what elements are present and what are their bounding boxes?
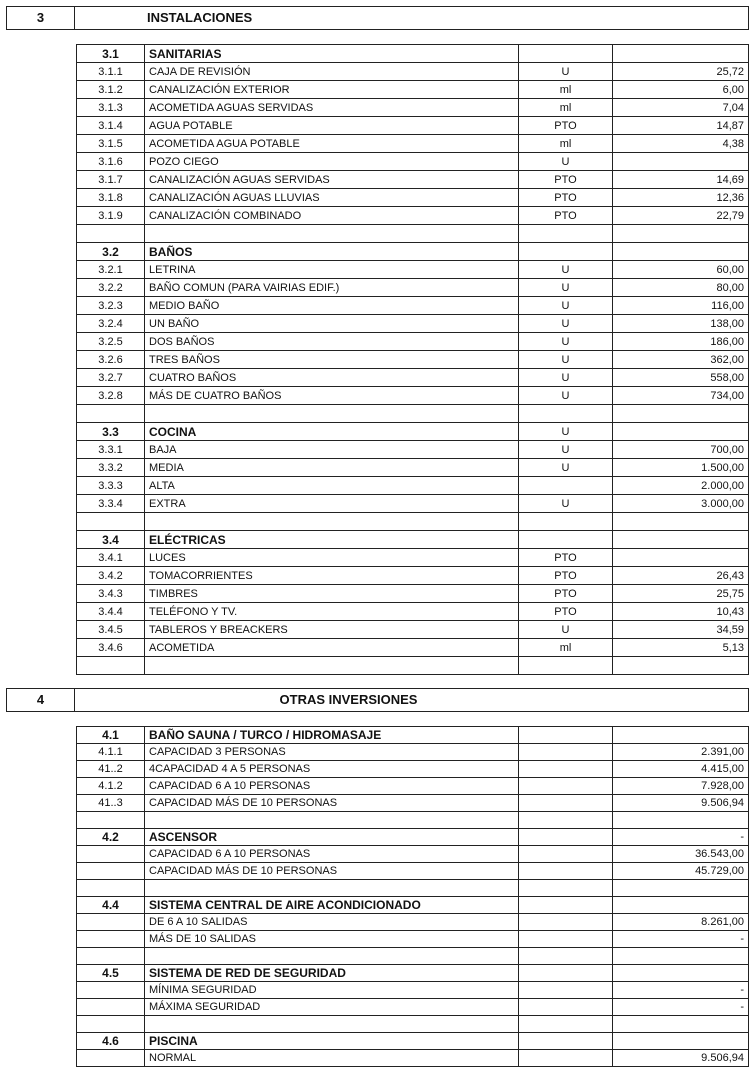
group-title: BAÑOS [145, 243, 519, 261]
item-unit [519, 914, 613, 931]
table-row [77, 117, 749, 135]
item-description: CAPACIDAD MÁS DE 10 PERSONAS [145, 863, 519, 880]
table-row [77, 81, 749, 99]
table-row [77, 1050, 749, 1067]
item-code: 3.1.7 [77, 171, 145, 189]
item-price: 14,87 [613, 117, 749, 135]
empty-cell [519, 657, 613, 675]
item-price: 9.506,94 [613, 795, 749, 812]
item-code: 4.1.2 [77, 778, 145, 795]
empty-cell [77, 405, 145, 423]
group-code: 4.1 [77, 727, 145, 744]
item-description: NORMAL [145, 1050, 519, 1067]
table-row [77, 441, 749, 459]
item-unit: PTO [519, 549, 613, 567]
item-unit [519, 1050, 613, 1067]
empty-cell [145, 513, 519, 531]
table-row [77, 63, 749, 81]
empty-cell [77, 1016, 145, 1033]
empty-cell [77, 513, 145, 531]
group-unit: U [519, 423, 613, 441]
spacer-row [77, 880, 749, 897]
item-code: 4.1.1 [77, 744, 145, 761]
item-description: AGUA POTABLE [145, 117, 519, 135]
table-row [77, 333, 749, 351]
table-row [77, 189, 749, 207]
item-price [613, 153, 749, 171]
item-price: 9.506,94 [613, 1050, 749, 1067]
item-code: 3.1.1 [77, 63, 145, 81]
section-number: 4 [7, 689, 75, 712]
table-row [77, 99, 749, 117]
item-price: 5,13 [613, 639, 749, 657]
group-title: SISTEMA CENTRAL DE AIRE ACONDICIONADO [145, 897, 519, 914]
group-header-row [77, 965, 749, 982]
empty-cell [145, 880, 519, 897]
item-unit [519, 761, 613, 778]
spacer-row [77, 812, 749, 829]
empty-cell [77, 657, 145, 675]
table-row [77, 207, 749, 225]
empty-cell [77, 948, 145, 965]
group-price [613, 897, 749, 914]
item-price: 80,00 [613, 279, 749, 297]
table-row [77, 495, 749, 513]
item-price: - [613, 982, 749, 999]
item-description: CAPACIDAD MÁS DE 10 PERSONAS [145, 795, 519, 812]
table-row [77, 351, 749, 369]
table-row [77, 387, 749, 405]
item-price: 26,43 [613, 567, 749, 585]
table-row [77, 621, 749, 639]
item-unit [519, 999, 613, 1016]
item-unit: ml [519, 639, 613, 657]
item-code: 3.4.5 [77, 621, 145, 639]
item-code: 3.3.3 [77, 477, 145, 495]
section-4-table [76, 726, 749, 1067]
empty-cell [613, 880, 749, 897]
item-description: MÁS DE 10 SALIDAS [145, 931, 519, 948]
empty-cell [519, 513, 613, 531]
item-price: 3.000,00 [613, 495, 749, 513]
item-price: 7.928,00 [613, 778, 749, 795]
item-unit: U [519, 315, 613, 333]
item-unit [519, 863, 613, 880]
group-price [613, 243, 749, 261]
item-unit: U [519, 153, 613, 171]
item-code: 3.1.4 [77, 117, 145, 135]
item-code: 3.2.8 [77, 387, 145, 405]
item-code: 3.2.4 [77, 315, 145, 333]
item-code: 3.4.2 [77, 567, 145, 585]
item-unit: PTO [519, 171, 613, 189]
item-price: 138,00 [613, 315, 749, 333]
item-unit: U [519, 495, 613, 513]
item-code: 3.4.6 [77, 639, 145, 657]
item-description: CANALIZACIÓN EXTERIOR [145, 81, 519, 99]
item-unit: U [519, 297, 613, 315]
table-row [77, 261, 749, 279]
item-code: 3.3.1 [77, 441, 145, 459]
item-code: 3.3.2 [77, 459, 145, 477]
table-row [77, 603, 749, 621]
group-code: 3.2 [77, 243, 145, 261]
item-unit: U [519, 621, 613, 639]
group-header-row [77, 45, 749, 63]
item-price: 10,43 [613, 603, 749, 621]
group-unit [519, 965, 613, 982]
item-description: BAJA [145, 441, 519, 459]
item-description: DE 6 A 10 SALIDAS [145, 914, 519, 931]
item-description: ALTA [145, 477, 519, 495]
item-unit: PTO [519, 567, 613, 585]
item-price: 25,72 [613, 63, 749, 81]
empty-cell [613, 812, 749, 829]
table-row [77, 279, 749, 297]
empty-cell [145, 812, 519, 829]
item-description: CAJA DE REVISIÓN [145, 63, 519, 81]
empty-cell [519, 1016, 613, 1033]
item-description: MÁS DE CUATRO BAÑOS [145, 387, 519, 405]
group-unit [519, 897, 613, 914]
item-code: 3.4.3 [77, 585, 145, 603]
group-title: BAÑO SAUNA / TURCO / HIDROMASAJE [145, 727, 519, 744]
item-price: 12,36 [613, 189, 749, 207]
item-code: 41..2 [77, 761, 145, 778]
item-code: 3.3.4 [77, 495, 145, 513]
table-row [77, 795, 749, 812]
item-price [613, 549, 749, 567]
item-description: TELÉFONO Y TV. [145, 603, 519, 621]
table-row [77, 914, 749, 931]
item-code [77, 1050, 145, 1067]
item-description: EXTRA [145, 495, 519, 513]
item-description: UN BAÑO [145, 315, 519, 333]
item-code [77, 914, 145, 931]
item-price: 6,00 [613, 81, 749, 99]
group-price: - [613, 829, 749, 846]
empty-cell [519, 812, 613, 829]
item-description: CAPACIDAD 3 PERSONAS [145, 744, 519, 761]
section-title: INSTALACIONES [75, 7, 749, 30]
empty-cell [145, 657, 519, 675]
item-code: 3.1.5 [77, 135, 145, 153]
section-title: OTRAS INVERSIONES [75, 689, 749, 712]
empty-cell [519, 948, 613, 965]
item-code [77, 846, 145, 863]
item-unit: ml [519, 81, 613, 99]
item-unit: U [519, 369, 613, 387]
item-description: ACOMETIDA [145, 639, 519, 657]
empty-cell [519, 405, 613, 423]
group-price [613, 531, 749, 549]
group-unit [519, 829, 613, 846]
item-code: 41..3 [77, 795, 145, 812]
table-row [77, 999, 749, 1016]
item-unit [519, 778, 613, 795]
item-description: 4CAPACIDAD 4 A 5 PERSONAS [145, 761, 519, 778]
empty-cell [145, 1016, 519, 1033]
item-code [77, 982, 145, 999]
table-row [77, 863, 749, 880]
group-header-row [77, 1033, 749, 1050]
item-code: 3.2.6 [77, 351, 145, 369]
item-price: 116,00 [613, 297, 749, 315]
group-header-row [77, 531, 749, 549]
item-description: ACOMETIDA AGUAS SERVIDAS [145, 99, 519, 117]
item-description: MEDIA [145, 459, 519, 477]
empty-cell [613, 405, 749, 423]
table-row [77, 639, 749, 657]
empty-cell [145, 405, 519, 423]
table-row [77, 585, 749, 603]
item-code: 3.2.5 [77, 333, 145, 351]
table-row [77, 846, 749, 863]
item-price: - [613, 931, 749, 948]
table-row [77, 567, 749, 585]
item-price: 22,79 [613, 207, 749, 225]
item-price: 25,75 [613, 585, 749, 603]
empty-cell [145, 225, 519, 243]
group-price [613, 45, 749, 63]
item-code: 3.2.1 [77, 261, 145, 279]
group-price [613, 727, 749, 744]
item-description: BAÑO COMUN (PARA VAIRIAS EDIF.) [145, 279, 519, 297]
group-header-row [77, 897, 749, 914]
item-description: MEDIO BAÑO [145, 297, 519, 315]
group-header-row [77, 727, 749, 744]
table-row [77, 459, 749, 477]
empty-cell [519, 880, 613, 897]
empty-cell [613, 225, 749, 243]
item-price: 45.729,00 [613, 863, 749, 880]
item-description: LUCES [145, 549, 519, 567]
group-unit [519, 531, 613, 549]
item-price: 4.415,00 [613, 761, 749, 778]
item-code [77, 863, 145, 880]
table-row [77, 931, 749, 948]
table-row [77, 297, 749, 315]
item-unit: PTO [519, 603, 613, 621]
empty-cell [77, 880, 145, 897]
group-header-row [77, 829, 749, 846]
item-unit: U [519, 279, 613, 297]
table-row [77, 369, 749, 387]
item-price: 2.391,00 [613, 744, 749, 761]
item-price: 362,00 [613, 351, 749, 369]
item-price: 4,38 [613, 135, 749, 153]
item-price: 734,00 [613, 387, 749, 405]
item-price: 8.261,00 [613, 914, 749, 931]
item-unit: PTO [519, 189, 613, 207]
item-description: DOS BAÑOS [145, 333, 519, 351]
item-price: 558,00 [613, 369, 749, 387]
item-description: CANALIZACIÓN AGUAS LLUVIAS [145, 189, 519, 207]
item-code: 3.2.7 [77, 369, 145, 387]
section-header-3 [6, 6, 749, 30]
item-code: 3.4.1 [77, 549, 145, 567]
group-title: ELÉCTRICAS [145, 531, 519, 549]
empty-cell [613, 1016, 749, 1033]
section-number: 3 [7, 7, 75, 30]
group-code: 3.1 [77, 45, 145, 63]
group-title: ASCENSOR [145, 829, 519, 846]
item-unit [519, 477, 613, 495]
item-unit: ml [519, 99, 613, 117]
spacer-row [77, 513, 749, 531]
empty-cell [77, 812, 145, 829]
item-unit [519, 744, 613, 761]
group-title: SISTEMA DE RED DE SEGURIDAD [145, 965, 519, 982]
item-description: MÍNIMA SEGURIDAD [145, 982, 519, 999]
item-description: CAPACIDAD 6 A 10 PERSONAS [145, 846, 519, 863]
group-title: PISCINA [145, 1033, 519, 1050]
table-row [77, 744, 749, 761]
item-code: 3.1.8 [77, 189, 145, 207]
section-3-table [76, 44, 749, 675]
group-code: 4.2 [77, 829, 145, 846]
item-unit: ml [519, 135, 613, 153]
table-row [77, 778, 749, 795]
group-unit [519, 727, 613, 744]
group-header-row [77, 423, 749, 441]
item-unit [519, 795, 613, 812]
item-unit: U [519, 459, 613, 477]
item-description: LETRINA [145, 261, 519, 279]
item-description: MÁXIMA SEGURIDAD [145, 999, 519, 1016]
item-price: 34,59 [613, 621, 749, 639]
empty-cell [613, 513, 749, 531]
item-code [77, 931, 145, 948]
item-unit: U [519, 63, 613, 81]
empty-cell [145, 948, 519, 965]
item-unit: U [519, 333, 613, 351]
group-header-row [77, 243, 749, 261]
group-unit [519, 45, 613, 63]
item-unit: U [519, 441, 613, 459]
table-row [77, 982, 749, 999]
group-title: SANITARIAS [145, 45, 519, 63]
item-code: 3.2.3 [77, 297, 145, 315]
group-price [613, 423, 749, 441]
spacer-row [77, 657, 749, 675]
empty-cell [613, 657, 749, 675]
item-price: 2.000,00 [613, 477, 749, 495]
group-code: 4.5 [77, 965, 145, 982]
empty-cell [613, 948, 749, 965]
item-price: 7,04 [613, 99, 749, 117]
group-price [613, 965, 749, 982]
spacer-row [77, 1016, 749, 1033]
table-row [77, 153, 749, 171]
group-title: COCINA [145, 423, 519, 441]
item-price: 186,00 [613, 333, 749, 351]
item-description: CUATRO BAÑOS [145, 369, 519, 387]
table-row [77, 315, 749, 333]
group-price [613, 1033, 749, 1050]
table-row [77, 171, 749, 189]
item-unit [519, 931, 613, 948]
group-code: 3.4 [77, 531, 145, 549]
item-description: TIMBRES [145, 585, 519, 603]
item-description: CANALIZACIÓN AGUAS SERVIDAS [145, 171, 519, 189]
item-code: 3.1.2 [77, 81, 145, 99]
item-code [77, 999, 145, 1016]
item-price: 1.500,00 [613, 459, 749, 477]
item-description: TRES BAÑOS [145, 351, 519, 369]
item-unit: PTO [519, 207, 613, 225]
table-row [77, 135, 749, 153]
item-price: - [613, 999, 749, 1016]
group-code: 4.6 [77, 1033, 145, 1050]
group-unit [519, 243, 613, 261]
group-code: 4.4 [77, 897, 145, 914]
group-unit [519, 1033, 613, 1050]
item-description: TABLEROS Y BREACKERS [145, 621, 519, 639]
group-code: 3.3 [77, 423, 145, 441]
item-description: ACOMETIDA AGUA POTABLE [145, 135, 519, 153]
empty-cell [77, 225, 145, 243]
item-description: POZO CIEGO [145, 153, 519, 171]
item-unit: U [519, 387, 613, 405]
item-unit [519, 982, 613, 999]
table-row [77, 477, 749, 495]
item-price: 700,00 [613, 441, 749, 459]
item-code: 3.4.4 [77, 603, 145, 621]
item-code: 3.1.9 [77, 207, 145, 225]
item-code: 3.2.2 [77, 279, 145, 297]
item-description: TOMACORRIENTES [145, 567, 519, 585]
spacer-row [77, 948, 749, 965]
item-unit: PTO [519, 117, 613, 135]
item-price: 36.543,00 [613, 846, 749, 863]
item-price: 14,69 [613, 171, 749, 189]
spacer-row [77, 405, 749, 423]
item-description: CAPACIDAD 6 A 10 PERSONAS [145, 778, 519, 795]
item-unit: PTO [519, 585, 613, 603]
section-header-4 [6, 688, 749, 712]
item-description: CANALIZACIÓN COMBINADO [145, 207, 519, 225]
item-price: 60,00 [613, 261, 749, 279]
item-code: 3.1.6 [77, 153, 145, 171]
item-code: 3.1.3 [77, 99, 145, 117]
table-row [77, 761, 749, 778]
item-unit [519, 846, 613, 863]
item-unit: U [519, 261, 613, 279]
table-row [77, 549, 749, 567]
empty-cell [519, 225, 613, 243]
item-unit: U [519, 351, 613, 369]
spacer-row [77, 225, 749, 243]
